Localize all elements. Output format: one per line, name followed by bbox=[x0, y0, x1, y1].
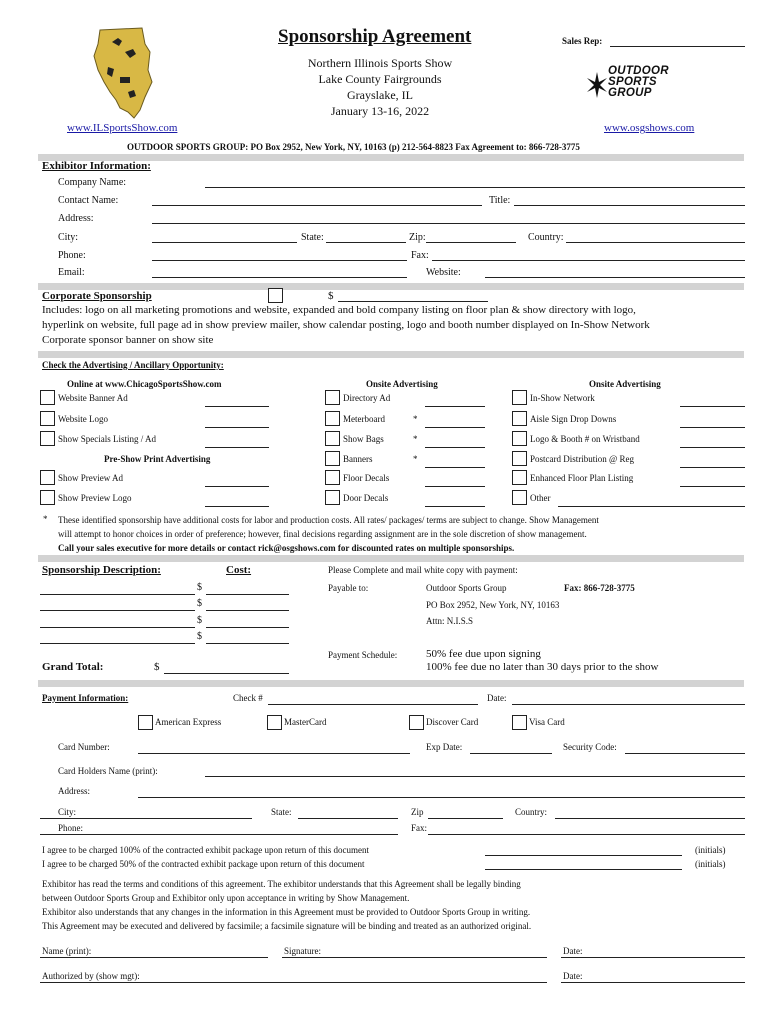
payable-address: PO Box 2952, New York, NY, 10163 bbox=[426, 600, 560, 610]
option-label: Door Decals bbox=[343, 493, 389, 503]
billing-fax-label: Fax: bbox=[411, 823, 428, 833]
cost-line[interactable] bbox=[206, 643, 289, 644]
title-field[interactable] bbox=[514, 205, 745, 206]
billing-country-field[interactable] bbox=[555, 818, 745, 819]
mastercard-checkbox[interactable] bbox=[267, 715, 282, 730]
divider-band bbox=[38, 555, 744, 562]
option-label: Show Preview Logo bbox=[58, 493, 132, 503]
payable-name: Outdoor Sports Group bbox=[426, 583, 507, 593]
logo-line-2: SPORTS bbox=[608, 76, 657, 88]
zip-label: Zip: bbox=[409, 232, 426, 243]
schedule-2: 100% fee due no later than 30 days prior to the show bbox=[426, 661, 659, 673]
country-label: Country: bbox=[528, 232, 564, 243]
state-field[interactable] bbox=[326, 242, 406, 243]
signature-label: Signature: bbox=[284, 946, 321, 956]
corporate-checkbox[interactable] bbox=[268, 288, 283, 303]
logo-line-1: OUTDOOR bbox=[608, 65, 669, 77]
corporate-dollar: $ bbox=[328, 290, 334, 302]
authorized-label: Authorized by (show mgt): bbox=[42, 971, 140, 981]
option-amount-field[interactable] bbox=[205, 406, 269, 407]
option-amount-field[interactable] bbox=[425, 406, 485, 407]
option-checkbox[interactable] bbox=[325, 470, 340, 485]
option-checkbox[interactable] bbox=[40, 470, 55, 485]
initials-label: (initials) bbox=[695, 845, 726, 855]
corporate-heading: Corporate Sponsorship bbox=[42, 290, 152, 302]
cost-line[interactable] bbox=[206, 594, 289, 595]
schedule-label: Payment Schedule: bbox=[328, 650, 398, 660]
company-field[interactable] bbox=[205, 187, 745, 188]
option-checkbox[interactable] bbox=[512, 451, 527, 466]
payment-date-label: Date: bbox=[487, 693, 507, 703]
description-line[interactable] bbox=[40, 610, 195, 611]
email-label: Email: bbox=[58, 267, 85, 278]
option-checkbox[interactable] bbox=[40, 390, 55, 405]
option-amount-field[interactable] bbox=[680, 447, 745, 448]
option-amount-field[interactable] bbox=[680, 406, 745, 407]
sales-rep-line[interactable] bbox=[610, 46, 745, 47]
option-label: Website Banner Ad bbox=[58, 393, 128, 403]
mail-heading: Please Complete and mail white copy with payment: bbox=[328, 565, 518, 575]
description-heading: Sponsorship Description: bbox=[42, 564, 161, 576]
corporate-desc-2: hyperlink on website, full page ad in show preview mailer, show calendar posting, logo and booth number displayed on In-Show Network bbox=[42, 319, 650, 331]
initials-50-field[interactable] bbox=[485, 869, 682, 870]
cost-dollar: $ bbox=[197, 582, 202, 593]
option-label: Aisle Sign Drop Downs bbox=[530, 414, 617, 424]
fax-label: Fax: bbox=[411, 250, 429, 261]
option-checkbox[interactable] bbox=[40, 490, 55, 505]
note-line-1: These identified sponsorship have additional costs for labor and production costs. All rates/ packages/ terms are subject to change. Show Management bbox=[58, 515, 599, 525]
note-line-3: Call your sales executive for more details or contact rick@osgshows.com for discounted rates on multiple sponsorships. bbox=[58, 543, 515, 553]
option-amount-field[interactable] bbox=[425, 467, 485, 468]
il-sports-show-link[interactable]: www.ILSportsShow.com bbox=[67, 122, 178, 134]
cost-heading: Cost: bbox=[226, 564, 252, 576]
billing-zip-label: Zip bbox=[411, 807, 424, 817]
option-amount-field[interactable] bbox=[205, 506, 269, 507]
option-label: Meterboard bbox=[343, 414, 385, 424]
description-line[interactable] bbox=[40, 594, 195, 595]
terms-line-4: This Agreement may be executed and delivered by facsimile; a facsimile signature will be binding and treated as an authorized original. bbox=[42, 921, 532, 931]
grand-total-label: Grand Total: bbox=[42, 661, 104, 673]
description-line[interactable] bbox=[40, 627, 195, 628]
cost-dollar: $ bbox=[197, 631, 202, 642]
security-label: Security Code: bbox=[563, 742, 617, 752]
option-amount-field[interactable] bbox=[205, 427, 269, 428]
option-checkbox[interactable] bbox=[40, 411, 55, 426]
charge-50-text: I agree to be charged 50% of the contracted exhibit package upon return of this document bbox=[42, 859, 365, 869]
divider-band bbox=[38, 283, 744, 290]
page-title: Sponsorship Agreement bbox=[278, 26, 472, 47]
holder-field[interactable] bbox=[205, 776, 745, 777]
option-label: Logo & Booth # on Wristband bbox=[530, 434, 640, 444]
exp-date-label: Exp Date: bbox=[426, 742, 463, 752]
name-print-label: Name (print): bbox=[42, 946, 92, 956]
title-label: Title: bbox=[489, 195, 511, 206]
exp-date-field[interactable] bbox=[470, 753, 552, 754]
onsite-heading-2: Onsite Advertising bbox=[589, 379, 661, 389]
billing-country-label: Country: bbox=[515, 807, 548, 817]
authorized-date-label: Date: bbox=[563, 971, 583, 981]
option-label: Show Bags bbox=[343, 434, 384, 444]
phone-label: Phone: bbox=[58, 250, 86, 261]
illinois-map-logo bbox=[90, 22, 160, 122]
visa-label: Visa Card bbox=[529, 717, 565, 727]
billing-city-label: City: bbox=[58, 807, 77, 817]
option-label: Website Logo bbox=[58, 414, 109, 424]
charge-100-text: I agree to be charged 100% of the contracted exhibit package upon return of this document bbox=[42, 845, 369, 855]
billing-phone-label: Phone: bbox=[58, 823, 84, 833]
exhibitor-heading: Exhibitor Information: bbox=[42, 160, 151, 172]
cost-dollar: $ bbox=[197, 598, 202, 609]
check-label: Check # bbox=[233, 693, 263, 703]
website-label: Website: bbox=[426, 267, 461, 278]
option-amount-field[interactable] bbox=[205, 486, 269, 487]
grand-total-field[interactable] bbox=[164, 673, 289, 674]
address-label: Address: bbox=[58, 213, 94, 224]
billing-fax-field[interactable] bbox=[428, 834, 745, 835]
osg-shows-link[interactable]: www.osgshows.com bbox=[604, 122, 695, 134]
option-label: Postcard Distribution @ Reg bbox=[530, 454, 635, 464]
option-amount-field[interactable] bbox=[425, 506, 485, 507]
corporate-desc-3: Corporate sponsor banner on show site bbox=[42, 334, 214, 346]
mastercard-label: MasterCard bbox=[284, 717, 327, 727]
holder-label: Card Holders Name (print): bbox=[58, 766, 158, 776]
country-field[interactable] bbox=[566, 242, 745, 243]
option-checkbox[interactable] bbox=[512, 411, 527, 426]
billing-address-label: Address: bbox=[58, 786, 90, 796]
signature-field[interactable] bbox=[282, 957, 547, 958]
cost-line[interactable] bbox=[206, 627, 289, 628]
corporate-amount-field[interactable] bbox=[338, 301, 488, 302]
card-number-field[interactable] bbox=[138, 753, 410, 754]
payment-date-field[interactable] bbox=[512, 704, 745, 705]
advertising-heading: Check the Advertising / Ancillary Opportunity: bbox=[42, 360, 224, 370]
option-amount-field[interactable] bbox=[680, 467, 745, 468]
billing-state-field[interactable] bbox=[298, 818, 398, 819]
terms-line-3: Exhibitor also understands that any changes in the information in this Agreement must be provided to Outdoor Sports Group in writing. bbox=[42, 907, 531, 917]
option-label: Banners bbox=[343, 454, 373, 464]
initials-label: (initials) bbox=[695, 859, 726, 869]
grand-total-dollar: $ bbox=[154, 661, 160, 673]
phone-field[interactable] bbox=[152, 260, 407, 261]
venue: Lake County Fairgrounds bbox=[318, 72, 442, 86]
online-heading: Online at www.ChicagoSportsShow.com bbox=[67, 379, 222, 389]
option-label: Show Specials Listing / Ad bbox=[58, 434, 157, 444]
option-amount-field[interactable] bbox=[425, 486, 485, 487]
cost-dollar: $ bbox=[197, 615, 202, 626]
visa-checkbox[interactable] bbox=[512, 715, 527, 730]
payment-heading: Payment Information: bbox=[42, 693, 129, 703]
option-label: Other bbox=[530, 493, 551, 503]
email-field[interactable] bbox=[152, 277, 407, 278]
option-checkbox[interactable] bbox=[325, 451, 340, 466]
option-checkbox[interactable] bbox=[512, 490, 527, 505]
option-amount-field[interactable] bbox=[425, 447, 485, 448]
sales-rep-label: Sales Rep: bbox=[562, 36, 603, 46]
signature-date-label: Date: bbox=[563, 946, 583, 956]
option-checkbox[interactable] bbox=[512, 470, 527, 485]
check-field[interactable] bbox=[268, 704, 478, 705]
signature-date-field[interactable] bbox=[561, 957, 745, 958]
contact-field[interactable] bbox=[152, 205, 482, 206]
option-star: * bbox=[413, 414, 418, 424]
contact-label: Contact Name: bbox=[58, 195, 119, 206]
note-star: * bbox=[43, 514, 48, 524]
option-amount-field[interactable] bbox=[205, 447, 269, 448]
name-print-field[interactable] bbox=[40, 957, 268, 958]
state-label: State: bbox=[301, 232, 324, 243]
card-number-label: Card Number: bbox=[58, 742, 110, 752]
option-checkbox[interactable] bbox=[512, 390, 527, 405]
initials-100-field[interactable] bbox=[485, 855, 682, 856]
amex-label: American Express bbox=[155, 717, 222, 727]
website-field[interactable] bbox=[485, 277, 745, 278]
option-label: Enhanced Floor Plan Listing bbox=[530, 473, 634, 483]
onsite-heading-1: Onsite Advertising bbox=[366, 379, 438, 389]
option-label: Directory Ad bbox=[343, 393, 391, 403]
fax-field[interactable] bbox=[432, 260, 745, 261]
payable-attn: Attn: N.I.S.S bbox=[426, 616, 474, 626]
option-checkbox[interactable] bbox=[512, 431, 527, 446]
schedule-1: 50% fee due upon signing bbox=[426, 648, 541, 660]
authorized-field[interactable] bbox=[40, 982, 547, 983]
security-field[interactable] bbox=[625, 753, 745, 754]
option-label: In-Show Network bbox=[530, 393, 595, 403]
note-line-2: will attempt to honor choices in order of preference; however, final decisions regarding assignment are in the sole discretion of show management. bbox=[58, 529, 587, 539]
payable-label: Payable to: bbox=[328, 583, 369, 593]
address-bar: OUTDOOR SPORTS GROUP: PO Box 2952, New York, NY, 10163 (p) 212-564-8823 Fax Agreement to: 866-728-3775 bbox=[127, 142, 580, 152]
discover-label: Discover Card bbox=[426, 717, 479, 727]
billing-address-field[interactable] bbox=[138, 797, 745, 798]
option-amount-field[interactable] bbox=[425, 427, 485, 428]
description-line[interactable] bbox=[40, 643, 195, 644]
terms-line-2: between Outdoor Sports Group and Exhibitor only upon acceptance in writing by Show Management. bbox=[42, 893, 410, 903]
billing-state-label: State: bbox=[271, 807, 292, 817]
starburst-icon bbox=[586, 70, 608, 100]
city-field[interactable] bbox=[152, 242, 297, 243]
cost-line[interactable] bbox=[206, 610, 289, 611]
option-label: Show Preview Ad bbox=[58, 473, 123, 483]
city-label: City: bbox=[58, 232, 79, 243]
option-checkbox[interactable] bbox=[325, 431, 340, 446]
show-city: Grayslake, IL bbox=[347, 88, 413, 102]
show-dates: January 13-16, 2022 bbox=[330, 104, 430, 118]
authorized-date-field[interactable] bbox=[561, 982, 745, 983]
zip-field[interactable] bbox=[426, 242, 516, 243]
logo-line-3: GROUP bbox=[608, 87, 652, 99]
option-amount-field[interactable] bbox=[680, 427, 745, 428]
divider-band bbox=[38, 680, 744, 687]
billing-zip-field[interactable] bbox=[428, 818, 503, 819]
discover-checkbox[interactable] bbox=[409, 715, 424, 730]
corporate-desc-1: Includes: logo on all marketing promotions and website, expanded and bold company listing on floor plan & show directory with logo, bbox=[42, 304, 636, 316]
address-field[interactable] bbox=[152, 223, 745, 224]
option-label: Floor Decals bbox=[343, 473, 390, 483]
option-checkbox[interactable] bbox=[325, 490, 340, 505]
divider-band bbox=[38, 351, 744, 358]
other-field[interactable] bbox=[558, 506, 745, 507]
option-amount-field[interactable] bbox=[680, 486, 745, 487]
option-checkbox[interactable] bbox=[40, 431, 55, 446]
billing-phone-field[interactable] bbox=[40, 834, 398, 835]
amex-checkbox[interactable] bbox=[138, 715, 153, 730]
show-name: Northern Illinois Sports Show bbox=[307, 56, 453, 70]
company-label: Company Name: bbox=[58, 177, 127, 188]
option-checkbox[interactable] bbox=[325, 411, 340, 426]
preshow-heading: Pre-Show Print Advertising bbox=[104, 454, 211, 464]
terms-line-1: Exhibitor has read the terms and conditions of this agreement. The exhibitor understands that this Agreement shall be legally binding bbox=[42, 879, 521, 889]
payable-fax: Fax: 866-728-3775 bbox=[564, 583, 635, 593]
option-checkbox[interactable] bbox=[325, 390, 340, 405]
option-star: * bbox=[413, 434, 418, 444]
billing-city-field[interactable] bbox=[40, 818, 252, 819]
option-star: * bbox=[413, 454, 418, 464]
